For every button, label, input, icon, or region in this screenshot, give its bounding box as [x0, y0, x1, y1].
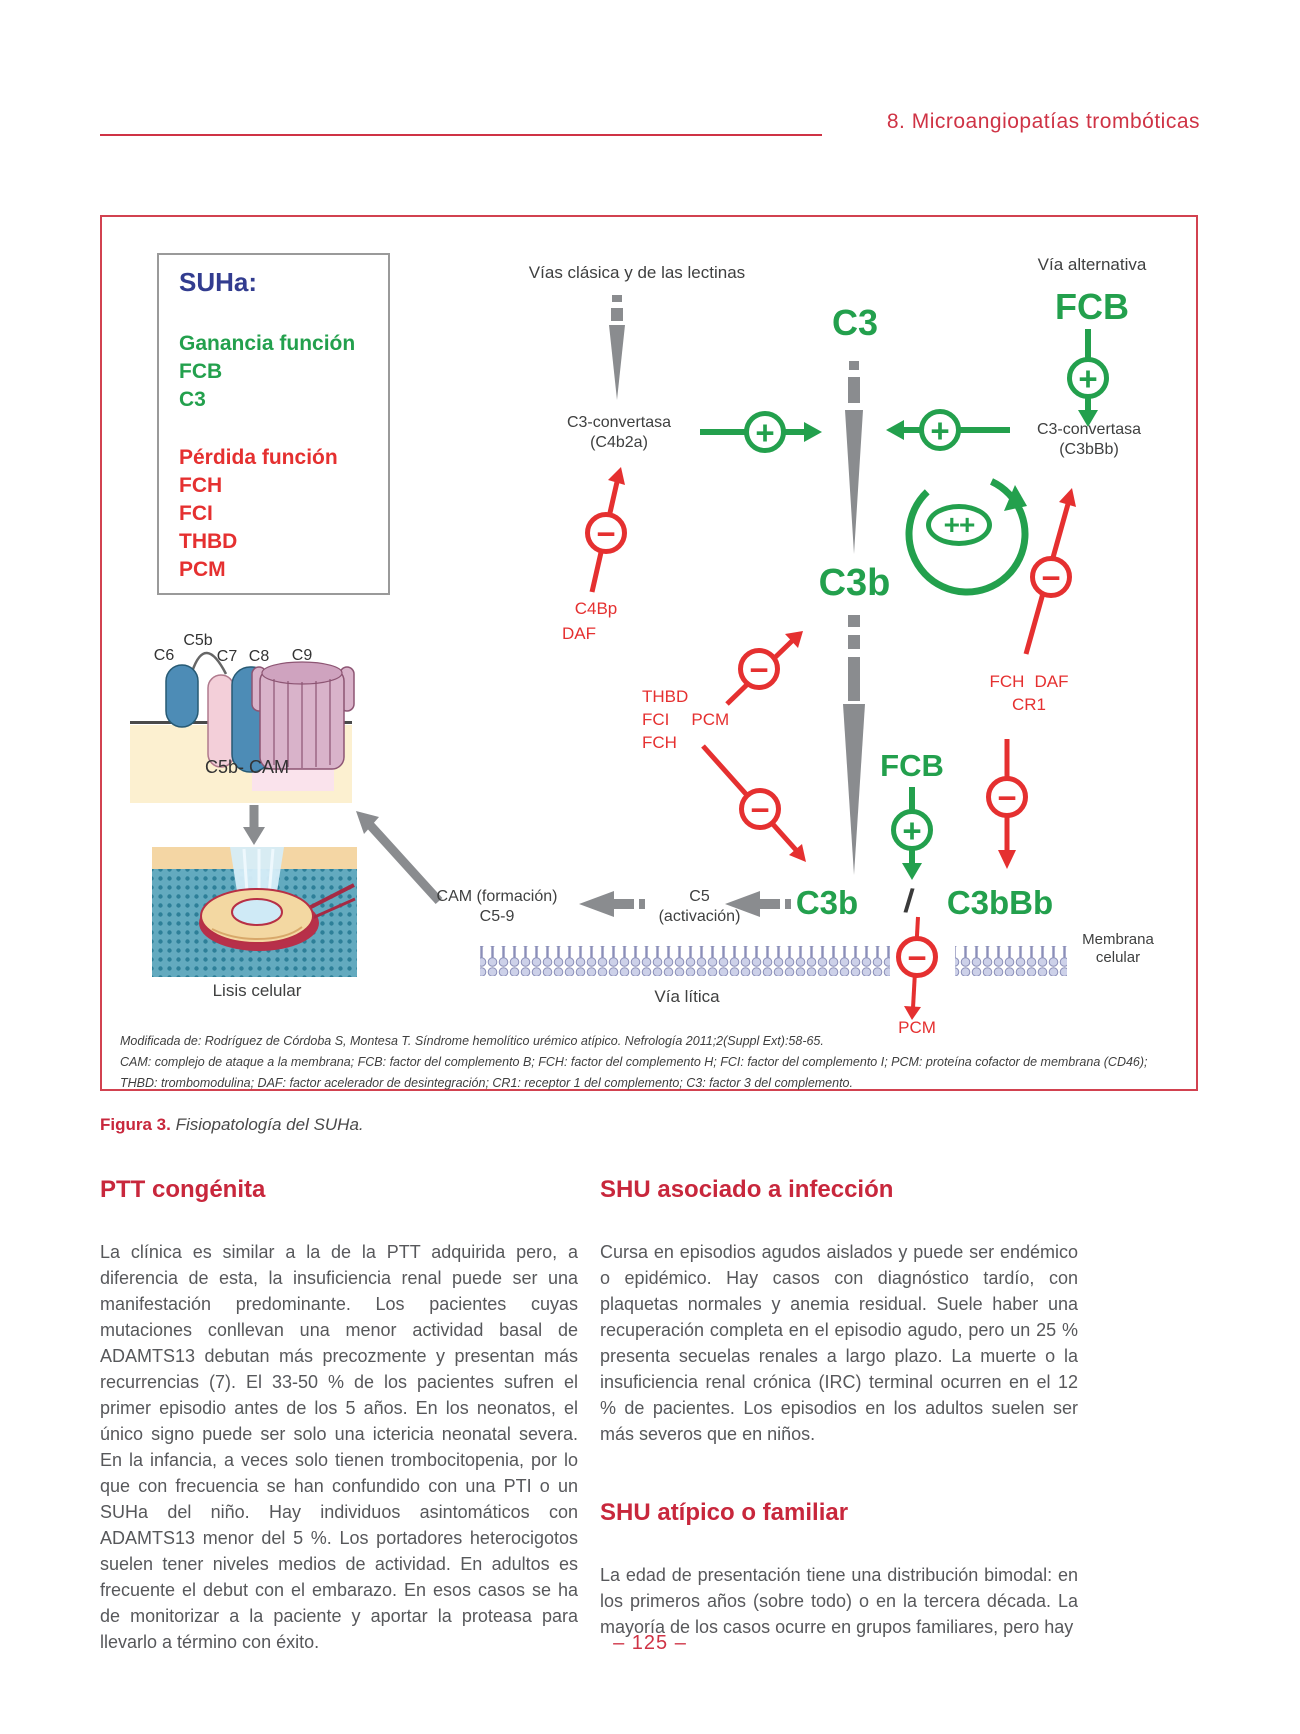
c7-label: C7	[216, 648, 238, 665]
amplification-plus-plus: ++	[926, 504, 992, 546]
c6-label: C6	[153, 647, 175, 664]
plus-circle-icon: +	[891, 809, 933, 851]
classic-pathway-arrow-icon	[609, 295, 625, 400]
c4bp-label: C4Bp	[574, 599, 618, 618]
minus-circle-icon: −	[896, 936, 938, 978]
left-column	[100, 1176, 578, 1655]
alternative-pathway-label: Vía alternativa	[1037, 255, 1147, 274]
legend-title: SUHa:	[179, 267, 258, 297]
c5-to-cam-arrow-icon	[579, 891, 645, 917]
c3-convertase-right-label: C3-convertasa (C3bBb)	[1036, 421, 1142, 458]
classic-pathway-label: Vías clásica y de las lectinas	[528, 263, 746, 282]
c3b-to-bottom-arrow-icon	[843, 615, 865, 875]
legend-box	[157, 253, 390, 595]
cell-membrane-right	[955, 946, 1067, 976]
fch-daf-cr1-label: FCH DAF CR1	[989, 672, 1069, 714]
fcb-mid-label: FCB	[880, 748, 944, 783]
minus-circle-icon: −	[1030, 556, 1072, 598]
legend-loss-item: FCH	[179, 474, 223, 497]
c3b-bottom-label: C3b	[795, 884, 859, 921]
figure-caption	[100, 1115, 364, 1135]
figure-3-diagram	[100, 215, 1198, 1091]
c3-convertase-left-label: C3-convertasa (C4b2a)	[566, 414, 672, 451]
figure-abbr-line: CAM: complejo de ataque a la membrana; FCB: factor del complemento B; FCH: factor del complemento H; FCI: factor del complemento I; PCM: proteína cofactor de membrana (CD46);	[120, 1055, 1148, 1069]
cell-membrane-left	[480, 946, 890, 976]
legend-loss-item: THBD	[179, 530, 238, 553]
cam-to-lysis-arrow-icon	[243, 805, 265, 845]
section-body-ptt-congenita: La clínica es similar a la de la PTT adquirida pero, a diferencia de esta, la insuficiencia renal puede ser una manifestación predominante. Los pacientes cuyas mutaciones conllevan una menor actividad basal de ADAMTS13 debutan más precozmente y presentan más recurrencias (7). El 33-50 % de los pacientes sufren el primer episodio antes de los 5 años. En los neonatos, el único signo puede ser solo una ictericia neonatal severa. En la infancia, a veces solo tienen trombocitopenia, por lo que con frecuencia se han confundido con una PTI o un SUHa del niño. Hay individuos asintomáticos con ADAMTS13 menor del 5 %. Los portadores heterocigotos suelen tener niveles medios de actividad. En adultos es frecuente el debut con el embarazo. En esos casos se ha de monitorizar a la paciente y aportar la proteasa para llevarlo a término con éxito.	[100, 1242, 578, 1652]
mac-complex-illustration	[130, 653, 354, 803]
minus-circle-icon: −	[738, 648, 780, 690]
daf-label: DAF	[562, 624, 596, 643]
c3b-label: C3b	[818, 562, 891, 604]
c9-label: C9	[291, 647, 313, 664]
figure-caption-text: Fisiopatología del SUHa.	[175, 1115, 364, 1134]
plus-circle-icon: +	[744, 411, 786, 453]
plus-circle-icon: +	[919, 409, 961, 451]
membrane-label: Membrana celular	[1082, 931, 1154, 967]
header-rule	[100, 134, 822, 136]
minus-circle-icon: −	[986, 776, 1028, 818]
legend-gain-item: C3	[179, 388, 206, 411]
figure-caption-label: Figura 3.	[100, 1115, 171, 1134]
section-body-shu-atipico: La edad de presentación tiene una distribución bimodal: en los primeros años (sobre todo) o en la tercera década. La mayoría de los casos ocurre en grupos familiares, pero hay	[600, 1565, 1078, 1637]
section-heading-ptt-congenita: PTT congénita	[100, 1176, 266, 1203]
minus-circle-icon: −	[739, 788, 781, 830]
legend-loss-item: FCI	[179, 502, 213, 525]
cell-lysis-label: Lisis celular	[212, 981, 302, 1000]
fcb-top-label: FCB	[1055, 286, 1129, 327]
legend-gain-item: FCB	[179, 360, 223, 383]
lytic-pathway-label: Vía lítica	[654, 987, 720, 1006]
right-column	[600, 1176, 1078, 1640]
slash-label: /	[902, 881, 916, 920]
c5b-cam-label: C5b- CAM	[204, 757, 289, 777]
figure-source-caption	[120, 1031, 1178, 1094]
c5b-label: C5b	[183, 632, 213, 649]
c3-to-c3b-arrow-icon	[845, 361, 863, 554]
cell-lysis-illustration	[152, 847, 357, 977]
section-heading-shu-infeccion: SHU asociado a infección	[600, 1176, 894, 1203]
figure-abbr-line: THBD: trombomodulina; DAF: factor acelerador de desintegración; CR1: receptor 1 del complemento; C3: factor 3 del complemento.	[120, 1076, 853, 1090]
thbd-group-label: THBD FCI PCM FCH	[642, 687, 730, 752]
pcm-bottom-label: PCM	[898, 1018, 936, 1037]
c5-activation-label: C5 (activación)	[658, 888, 741, 925]
c3-label: C3	[831, 302, 879, 343]
c8-label: C8	[248, 648, 270, 665]
page-number: – 125 –	[613, 1632, 687, 1654]
section-heading-shu-atipico: SHU atípico o familiar	[600, 1499, 849, 1526]
legend-loss-heading: Pérdida función	[179, 446, 338, 469]
legend-loss-item: PCM	[179, 558, 226, 581]
plus-circle-icon: +	[1067, 357, 1109, 399]
cam-formation-label: CAM (formación) C5-9	[436, 888, 558, 925]
minus-circle-icon: −	[585, 512, 627, 554]
legend-gain-heading: Ganancia función	[179, 332, 356, 355]
chapter-title: 8. Microangiopatías trombóticas	[886, 110, 1200, 133]
c3bbb-label: C3bBb	[946, 884, 1054, 921]
figure-source-line: Modificada de: Rodríguez de Córdoba S, Montesa T. Síndrome hemolítico urémico atípico. Nefrología 2011;2(Suppl Ext):58-65.	[120, 1034, 824, 1048]
section-body-shu-infeccion: Cursa en episodios agudos aislados y puede ser endémico o epidémico. Hay casos con diagnóstico tardío, con plaquetas normales y anemia residual. Suele haber una recuperación completa en el episodio agudo, pero un 25 % presenta secuelas renales a largo plazo. La muerte o la insuficiencia renal crónica (IRC) terminal ocurren en el 12 % de pacientes. Los episodios en los adultos suelen ser más severos que en niños.	[600, 1242, 1078, 1444]
